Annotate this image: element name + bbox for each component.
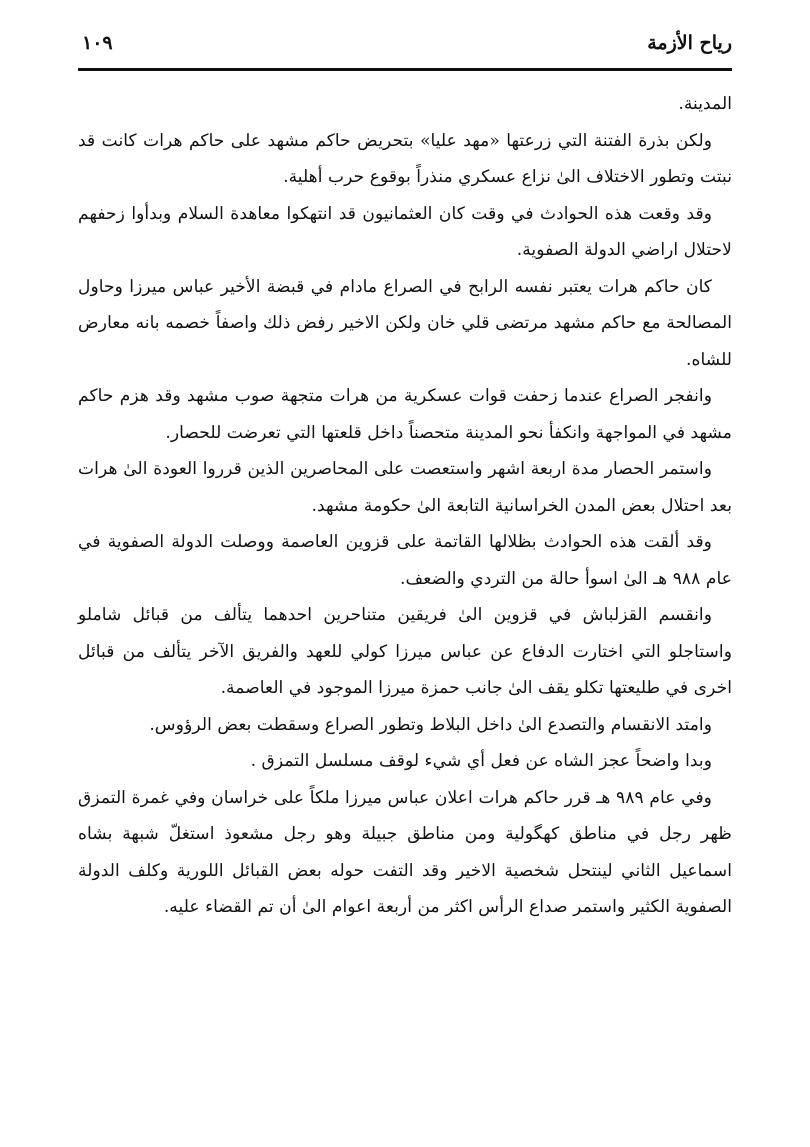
book-page: [78, 28, 732, 917]
paragraph: المدينة.: [678, 94, 732, 114]
paragraph: كان حاكم هرات يعتبر نفسه الرابح في الصراع مادام في قبضة الأخير عباس ميرزا وحاول المصالحة مع حاكم مشهد مرتضى قلي خان ولكن الاخير رفض ذلك واصفاً خصمه بانه معارض للشاه.: [78, 276, 732, 370]
paragraph: ولكن بذرة الفتنة التي زرعتها «مهد عليا» بتحريض حاكم مشهد على حاكم هرات كانت قد نبتت وتطور الاختلاف الىٰ نزاع عسكري منذراً بوقوع حرب أهلية.: [78, 130, 732, 187]
header-rule: [78, 68, 732, 71]
paragraph: وامتد الانقسام والتصدع الىٰ داخل البلاط وتطور الصراع وسقطت بعض الرؤوس.: [149, 714, 712, 735]
paragraph: وفي عام ٩٨٩ هـ قرر حاكم هرات اعلان عباس ميرزا ملكاً على خراسان وفي غمرة التمزق ظهر رجل في مناطق كهگولية ومن مناطق جبيلة وهو رجل مشعوذ استغلّ شبهة بشاه اسماعيل الثاني لينتحل شخصية الاخير وقد التفت حوله بعض القبائل اللورية وكلف الدولة الصفوية الكثير واستمر صداع الرأس اكثر من أربعة اعوام الىٰ أن تم القضاء عليه.: [78, 787, 732, 917]
page-body: [78, 86, 732, 926]
paragraph: وقد ألقت هذه الحوادث بظلالها القاتمة على قزوين العاصمة ووصلت الدولة الصفوية في عام ٩٨٨ هـ الىٰ اسوأ حالة من التردي والضعف.: [78, 532, 732, 589]
paragraph: واستمر الحصار مدة اربعة اشهر واستعصت على المحاصرين الذين قرروا العودة الىٰ هرات بعد احتلال بعض المدن الخراسانية التابعة الىٰ حكومة مشهد.: [78, 459, 732, 516]
paragraph: وبدا واضحاً عجز الشاه عن فعل أي شيء لوقف مسلسل التمزق .: [250, 751, 712, 771]
page-number: ١٠٩: [82, 32, 113, 54]
paragraph: وانفجر الصراع عندما زحفت قوات عسكرية من هرات متجهة صوب مشهد وقد هزم حاكم مشهد في المواجهة وانكفأ نحو المدينة متحصناً داخل قلعتها التي تعرضت للحصار.: [78, 386, 732, 443]
paragraph: وانقسم القزلباش في قزوين الىٰ فريقين متناحرين احدهما يتألف من قبائل شاملو واستاجلو التي اختارت الدفاع عن عباس ميرزا كولي للعهد والفريق الآخر يتألف من قبائل اخرى في طليعتها تكلو يقف الىٰ جانب حمزة ميرزا الموجود في العاصمة.: [78, 605, 732, 698]
page-header: [78, 28, 732, 62]
paragraph: وقد وقعت هذه الحوادث في وقت كان العثمانيون قد انتهكوا معاهدة السلام وبدأوا زحفهم لاحتلال اراضي الدولة الصفوية.: [78, 203, 732, 260]
running-title: رياح الأزمة: [647, 32, 732, 54]
